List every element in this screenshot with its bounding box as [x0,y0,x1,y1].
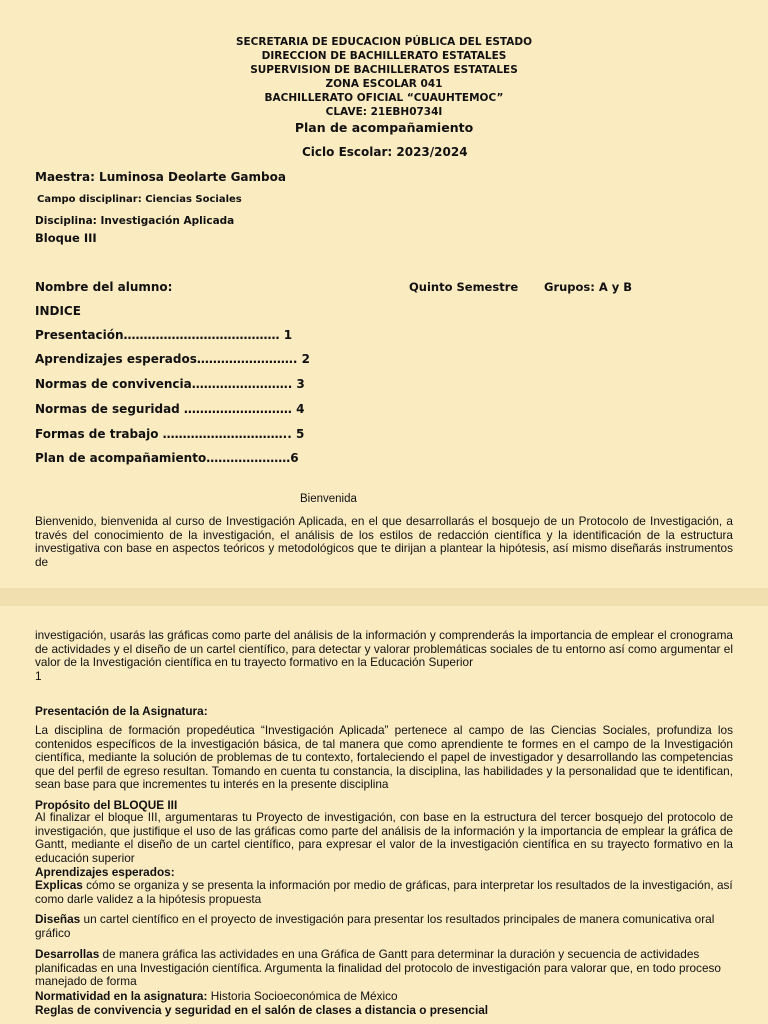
welcome-paragraph-part-2 [35,629,733,683]
normativity-label: Normatividad en la asignatura: [35,989,208,1003]
outcome-verb: Explicas [35,878,83,892]
welcome-paragraph-part-1: Bienvenido, bienvenida al curso de Investigación Aplicada, en el que desarrollarás el bosquejo de un Protocolo de Investigación, a través del conocimiento de la investigación, el análisis de los estilos de redacción científica y la identificación de la estructura investigativa con base en aspectos teóricos y metodológicos que te dirijan a plantear la hipótesis, así mismo diseñarás instrumentos de [35,514,733,569]
campo-disciplinar: Campo disciplinar: Ciencias Sociales [37,194,242,205]
teacher-name: Maestra: Luminosa Deolarte Gamboa [35,170,286,184]
header-line-3: SUPERVISION DE BACHILLERATOS ESTATALES [250,64,518,76]
header-line-5: BACHILLERATO OFICIAL “CUAUHTEMOC” [264,92,504,104]
outcome-verb: Desarrollas [35,947,100,961]
normativity-value: Historia Socioeconómica de México [207,989,398,1003]
purpose-paragraph: Al finalizar el bloque III, argumentaras tu Proyecto de investigación, con base en la estructura del tercer bosquejo del protocolo de investigación, que justifique el uso de las gráficas como parte del análisis de la información y la importancia de emplear la gráfica de Gantt, mediante el diseño de un cartel científico, para expresar el valor de la investigación científica en su trayecto formativo en la educación superior [35,810,733,865]
index-title: INDICE [35,304,81,318]
welcome-title: Bienvenida [300,493,357,505]
disciplina: Disciplina: Investigación Aplicada [35,215,235,227]
page-break [0,588,768,606]
index-item: Presentación………………………………… 1 [35,328,293,342]
index-item: Normas de seguridad ……………………… 4 [35,402,305,416]
plan-title: Plan de acompañamiento [294,120,474,135]
header-line-2: DIRECCION DE BACHILLERATO ESTATALES [261,50,507,62]
header-line-6: CLAVE: 21EBH0734I [325,106,443,118]
outcome-text: cómo se organiza y se presenta la información por medio de gráficas, para interpretar los resultados de la investigación, así como darle validez a la hipótesis propuesta [35,878,733,906]
learning-outcome-item [35,913,733,940]
purpose-title: Propósito del BLOQUE III [35,798,178,812]
document-page-2 [0,606,768,1024]
outcome-text: un cartel científico en el proyecto de investigación para presentar los resultados principales de manera comunicativa oral gráfico [35,912,715,940]
welcome-text-continued: investigación, usarás las gráficas como parte del análisis de la información y comprenderás la importancia de emplear el cronograma de actividades y el diseño de un cartel científico, para detectar y valorar problemáticas sociales de tu entorno así como argumentar el valor de la Investigación científica en tu trayecto formativo en la Educación Superior [35,628,733,670]
groups: Grupos: A y B [544,280,633,294]
learning-outcome-item [35,948,733,989]
presentation-paragraph: La disciplina de formación propedéutica “Investigación Aplicada” pertenece al campo de las Ciencias Sociales, profundiza los contenidos específicos de la investigación básica, de tal manera que como aprendiente te formes en el campo de la Investigación científica, mediante la solución de problemas de tu contexto, fortaleciendo el papel de investigador y desarrollando las competencias que del perfil de egreso resultan. Tomando en cuenta tu constancia, la disciplina, las habilidades y la personalidad que te identifican, sean base para que incrementes tu interés en la presente disciplina [35,723,733,792]
index-item: Normas de convivencia……………………. 3 [35,377,305,391]
header-line-4: ZONA ESCOLAR 041 [325,78,443,90]
page-number: 1 [35,668,42,683]
index-item: Aprendizajes esperados……………………. 2 [35,352,310,366]
presentation-title: Presentación de la Asignatura: [35,704,208,718]
header-line-1: SECRETARIA DE EDUCACION PÚBLICA DEL ESTADO [235,36,533,48]
rules-title: Reglas de convivencia y seguridad en el salón de clases a distancia o presencial [35,1003,489,1017]
outcome-verb: Diseñas [35,912,81,926]
student-name-label: Nombre del alumno: [35,280,173,294]
index-item: Formas de trabajo ………………………….. 5 [35,427,305,441]
normativity-line [35,989,398,1003]
semester: Quinto Semestre [409,280,519,294]
learning-outcomes-title: Aprendizajes esperados: [35,865,175,879]
index-item: Plan de acompañamiento…………………6 [35,451,299,465]
bloque: Bloque III [35,231,97,245]
outcome-text: de manera gráfica las actividades en una Gráfica de Gantt para determinar la duración y secuencia de actividades planificadas en una Investigación científica. Argumenta la finalidad del protocolo de investigación para valorar que, en todo proceso manejado de forma [35,947,721,989]
learning-outcome-item [35,879,733,906]
ciclo-escolar: Ciclo Escolar: 2023/2024 [302,145,468,159]
